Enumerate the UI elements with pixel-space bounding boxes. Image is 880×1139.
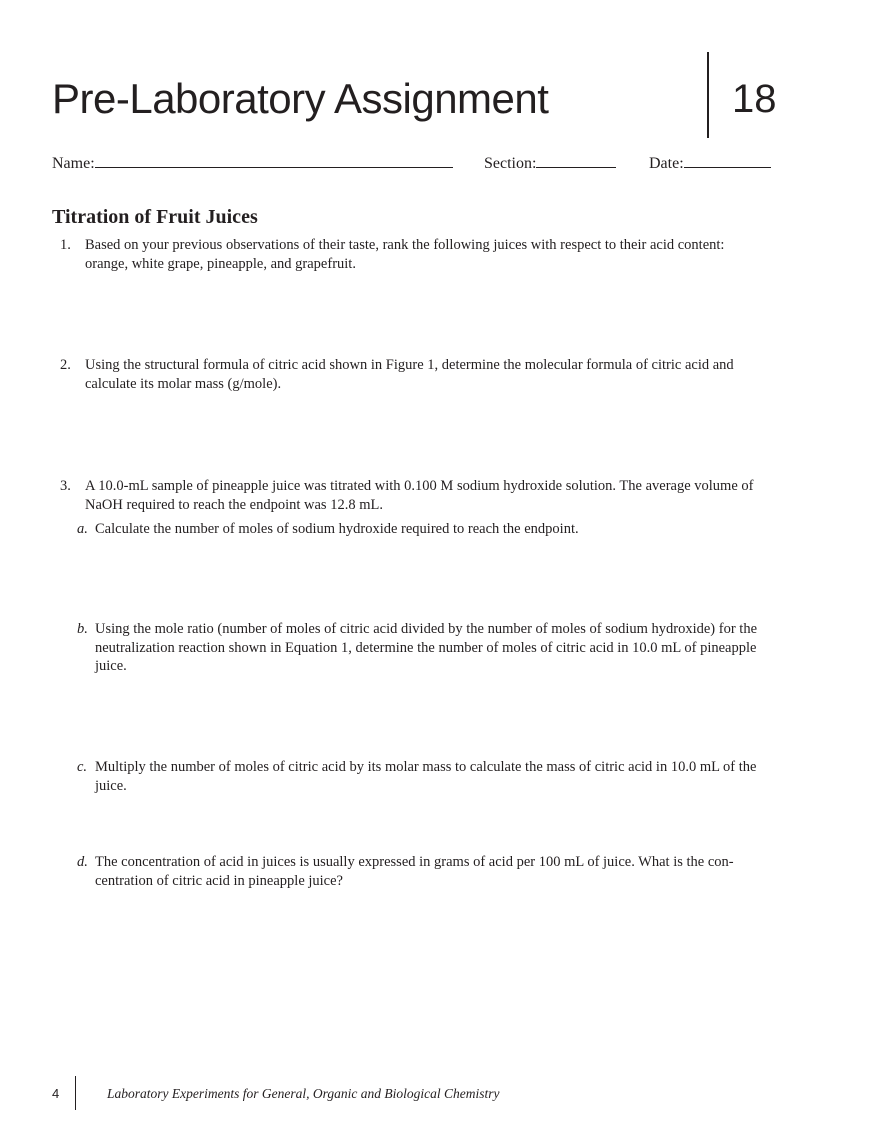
date-field[interactable] — [649, 150, 771, 173]
part-text: Using the mole ratio (number of moles of citric acid divided by the number of moles of sodium hydroxide) for the neutralization reaction shown in Equation 1, determine the number of moles of citric acid in 10.0 mL of pineapple juice. — [95, 621, 758, 674]
name-label: Name: — [52, 155, 95, 172]
part-text: Multiply the number of moles of citric acid by its molar mass to calculate the mass of citric acid in 10.0 mL of the juice. — [95, 759, 757, 794]
book-title: Laboratory Experiments for General, Organic and Biological Chemistry — [107, 1086, 500, 1101]
part-label: c. — [77, 759, 88, 775]
student-info-fields — [52, 150, 776, 174]
page-title: Pre-Laboratory Assignment — [52, 75, 549, 122]
section-field[interactable] — [484, 150, 616, 173]
section-label: Section: — [484, 155, 537, 172]
question-number: 2. — [60, 357, 71, 373]
section-title: Titration of Fruit Juices — [52, 206, 258, 228]
part-label: a. — [77, 521, 88, 537]
date-label: Date: — [649, 155, 684, 172]
part-text: The concentration of acid in juices is usually expressed in grams of acid per 100 mL of juice. What is the con-centration of citric acid in pineapple juice? — [95, 854, 734, 889]
name-field[interactable] — [52, 150, 453, 173]
footer-divider — [75, 1076, 76, 1110]
header-divider — [707, 52, 709, 138]
page-number: 4 — [52, 1086, 60, 1101]
part-label: b. — [77, 621, 88, 637]
date-blank[interactable] — [684, 150, 771, 168]
question-text: Based on your previous observations of their taste, rank the following juices with respect to their acid content: orange, white grape, pineapple, and grapefruit. — [85, 237, 725, 272]
part-text: Calculate the number of moles of sodium hydroxide required to reach the endpoint. — [95, 521, 579, 537]
question-number: 1. — [60, 237, 71, 253]
part-label: d. — [77, 854, 88, 870]
question-text: Using the structural formula of citric acid shown in Figure 1, determine the molecular formula of citric acid and calculate its molar mass (g/mole). — [85, 357, 734, 392]
section-blank[interactable] — [536, 150, 616, 168]
chapter-number: 18 — [732, 77, 777, 121]
question-text: A 10.0-mL sample of pineapple juice was titrated with 0.100 M sodium hydroxide solution. The average volume of NaOH required to reach the endpoint was 12.8 mL. — [85, 478, 754, 513]
question-number: 3. — [60, 478, 71, 494]
name-blank[interactable] — [95, 150, 453, 168]
